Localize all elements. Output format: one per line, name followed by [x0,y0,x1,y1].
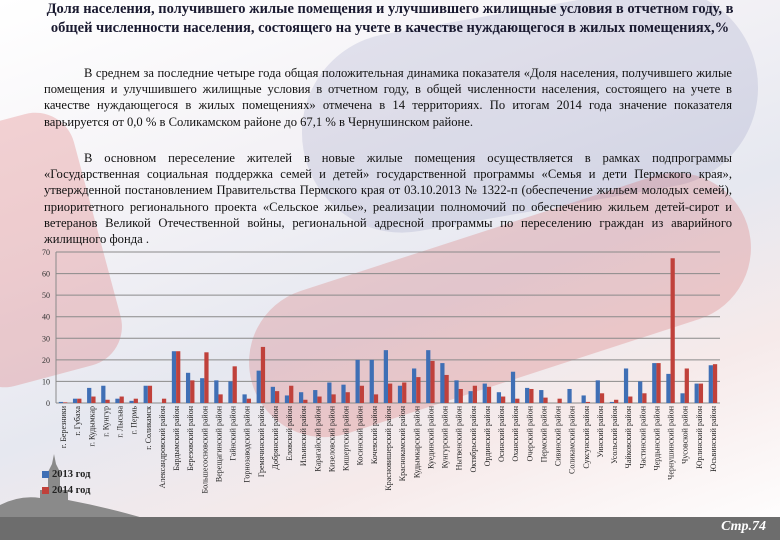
bar-2013-год [666,374,670,403]
bar-2013-год [299,392,303,403]
x-tick-label: Кишертский район [341,406,351,471]
bar-2013-год [695,384,699,403]
bar-2014-год [529,389,533,403]
bar-2014-год [614,400,618,403]
bar-2013-год [186,373,190,403]
bar-2013-год [624,368,628,403]
y-tick-label: 10 [42,377,50,387]
x-tick-label: г. Березники [59,406,69,449]
x-tick-label: г. Кудымкар [87,406,97,447]
bar-2013-год [313,390,317,403]
bar-2013-год [200,378,204,403]
bar-2014-год [91,397,95,403]
bar-2013-год [567,389,571,403]
bar-2013-год [582,395,586,403]
x-tick-label: г. Пермь [129,406,139,435]
bar-2013-год [497,392,501,403]
x-tick-label: Верещагинский район [214,406,224,483]
x-tick-label: Бардымский район [172,406,182,471]
bar-2014-год [275,391,279,403]
bar-2014-год [63,402,67,403]
bar-2013-год [539,390,543,403]
bar-2013-год [610,402,614,403]
x-tick-label: Кудымкарский район [412,406,422,479]
bar-2014-год [473,386,477,403]
legend-label-2013: 2013 год [52,468,91,480]
bar-2014-год [543,398,547,403]
bar-2014-год [388,384,392,403]
y-axis-ticks [42,248,50,408]
footer-bar [0,517,780,540]
bar-2014-год [430,361,434,403]
bar-2014-год [685,368,689,403]
bar-2014-год [303,400,307,403]
bar-2013-год [709,365,713,403]
bar-2013-год [144,386,148,403]
bar-2014-год [416,377,420,403]
x-tick-label: Гремячинский район [256,406,266,478]
x-tick-label: Красновишерский район [384,406,393,491]
bar-2014-год [105,400,109,403]
x-tick-label: Чердынский район [652,406,662,471]
x-tick-label: Ильинский район [299,406,309,467]
bar-2014-год [190,380,194,403]
bar-2014-год [642,393,646,403]
bar-2014-год [317,397,321,403]
legend-label-2014: 2014 год [52,484,91,496]
bar-2013-год [398,386,402,403]
bar-2014-год [586,402,590,403]
paragraph-summary: В среднем за последние четыре года общая положительная динамика показателя «Доля населения, получившего жилые помещения и улучшившего жилищные условия в отчетном году, в общей численности населения, состоящего на учете в качестве нуждающегося в жилых помещениях» отмечена в 14 территориях. По итогам 2014 года значение показателя варьируется от 0,0 % в Соликамском районе до 67,1 % в Чернушинском районе. [44,66,732,129]
y-tick-label: 20 [42,355,50,365]
bar-2014-год [374,394,378,403]
x-tick-label: Кизеловский район [327,406,337,473]
x-tick-label: Уинский район [595,406,605,458]
x-tick-label: Нытвенский район [454,406,464,471]
x-tick-label: Еловский район [285,406,295,461]
x-tick-label: Оханский район [511,406,521,462]
bar-2014-год [671,258,675,403]
x-tick-label: Карагайский район [313,406,323,472]
bar-2014-год [402,383,406,403]
bar-2013-год [115,399,119,403]
bar-2013-год [101,386,105,403]
x-tick-label: Осинский район [497,406,507,463]
x-tick-label: Кочевский район [369,406,379,465]
x-tick-label: Суксунский район [581,406,591,469]
legend-item-2014 [42,482,90,498]
bar-2014-год [77,399,81,403]
x-tick-label: Чернушинский район [666,406,676,480]
y-tick-label: 0 [46,399,50,408]
bar-2013-год [129,401,133,403]
x-tick-label: Гайнский район [228,406,238,461]
bar-2013-год [172,351,176,403]
bar-2014-год [148,386,152,403]
bar-2014-год [331,394,335,403]
x-tick-label: Чайковский район [624,406,634,469]
x-tick-label: г. Лысьва [115,406,125,438]
bar-2013-год [596,380,600,403]
bar-2013-год [469,391,473,403]
x-tick-label: Чусовской район [680,406,690,464]
x-tick-label: Горнозаводский район [242,406,252,483]
x-tick-label: Добрянский район [270,406,280,470]
bar-2013-год [73,399,77,403]
bar-2014-год [204,352,208,403]
x-tick-label: Куединский район [426,406,436,469]
y-tick-label: 60 [42,269,50,279]
bar-2013-год [426,350,430,403]
x-tick-label: Кунгурский район [440,406,450,469]
bar-2014-год [233,366,237,403]
bar-2013-год [454,380,458,403]
x-tick-label: Краснокамский район [398,406,408,482]
y-tick-label: 70 [42,248,50,257]
x-tick-label: Усольский район [610,406,620,464]
x-tick-label: Соликамский район [567,406,577,474]
bar-2014-год [261,347,265,403]
legend-swatch-2013 [42,471,49,478]
x-tick-label: Частинский район [638,406,648,469]
bar-2014-год [515,399,519,403]
x-tick-label: Большесосновский район [200,406,210,494]
legend-swatch-2014 [42,487,49,494]
bar-2014-год [346,392,350,403]
page-number: Стр.74 [721,519,766,534]
bar-2013-год [483,384,487,403]
x-tick-label: Юрлинский район [694,406,704,469]
bar-2014-год [218,394,222,403]
bar-2014-год [699,384,703,403]
x-axis-labels [59,405,718,493]
bar-2013-год [511,372,515,403]
bar-2014-год [600,393,604,403]
bar-2013-год [285,395,289,403]
bar-2014-год [134,399,138,403]
bar-2013-год [356,360,360,403]
x-tick-label: г. Губаха [73,406,83,436]
bar-2014-год [120,397,124,403]
x-tick-label: Пермский район [539,406,549,463]
bar-2013-год [59,402,63,403]
bar-2013-год [525,388,529,403]
paragraph-programs: В основном переселение жителей в новые жилые помещения осуществляется в рамках подпрограммы «Государственная социальная поддержка семей и детей» государственной программы «Семья и дети Пермского края», утвержденной постановлением Правительства Пермского края от 03.10.2013 № 1322-п (обеспечение жильем молодых семей), приоритетного регионального проекта «Сельское жилье», реализации полномочий по обеспечению жильем детей-сирот и ветеранов Великой Отечественной войны, региональной адресной программы по переселению граждан из аварийного жилищного фонда . [44,151,732,247]
bar-2013-год [271,387,275,403]
bar-2014-год [487,387,491,403]
y-tick-label: 30 [42,334,50,344]
bar-2013-год [440,363,444,403]
bar-2014-год [445,375,449,403]
bar-2013-год [638,381,642,403]
x-tick-label: Александровский район [157,406,167,489]
bar-2014-год [289,386,293,403]
y-tick-label: 50 [42,291,50,301]
bar-2013-год [370,360,374,403]
x-tick-label: Очерский район [525,406,535,462]
x-tick-label: Сивинский район [553,406,563,467]
x-tick-label: г. Соликамск [143,406,153,450]
bar-2014-год [459,389,463,403]
bar-2013-год [652,363,656,403]
x-tick-label: Косинский район [355,406,365,466]
bar-2013-год [680,393,684,403]
bar-2013-год [214,380,218,403]
bar-2014-год [176,351,180,403]
bar-2013-год [87,388,91,403]
bar-2014-год [360,386,364,403]
bar-2013-год [341,385,345,403]
x-tick-label: Октябрьский район [468,406,478,473]
bar-2013-год [242,394,246,403]
bar-2013-год [384,350,388,403]
bar-2014-год [501,397,505,403]
x-tick-label: Березовский район [186,406,196,471]
bar-2014-год [628,397,632,403]
bar-2013-год [228,381,232,403]
bar-2013-год [327,383,331,403]
chart-legend [42,466,90,498]
bar-2013-год [257,371,261,403]
bar-2014-год [162,399,166,403]
x-tick-label: г. Кунгур [101,406,111,437]
bar-2014-год [558,399,562,403]
legend-item-2013 [42,466,90,482]
slide-title: Доля населения, получившего жилые помещения и улучшившего жилищные условия в отчетном году, в общей численности населения, состоящего на учете в качестве нуждающегося в жилых помещениях,% [46,1,734,36]
y-tick-label: 40 [42,312,50,322]
bar-2014-год [247,399,251,403]
x-tick-label: Юсьвинский район [708,406,718,472]
x-tick-label: Ординский район [482,406,492,467]
bar-2014-год [713,364,717,403]
bar-2013-год [412,368,416,403]
bar-2014-год [656,363,660,403]
